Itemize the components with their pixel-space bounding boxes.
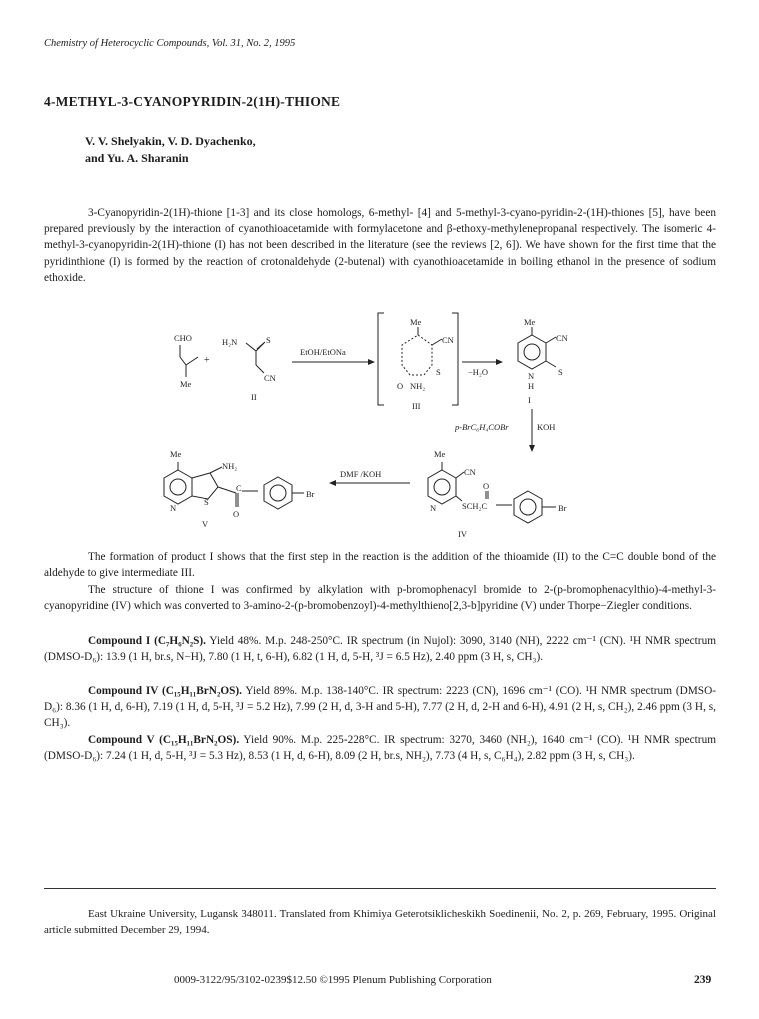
intro-paragraph: 3-Cyanopyridin-2(1H)-thione [1-3] and its close homologs, 6-methyl- [4] and 5-methyl-3-cyano-pyridin-2-(1H)-thiones [5], have been prepared previously by the interaction of cyanothioacetamide with formylacetone and β-ethoxy-methylenepropanal respectively. The isomeric 4-methyl-3-cyanopyridin-2(1H)-thione (I) has not been described in the literature (see the reviews [2, 6]). We have shown for the first time that the pyridinthione (I) is formed by the reaction of crotonaldehyde (2-butenal) with cyanothioacetamide in boiling ethanol in the presence of sodium ethoxide. — [44, 207, 716, 284]
intermediate-o-label: O — [397, 381, 404, 391]
compound-V-c-label: C — [236, 483, 242, 493]
reagent-bromobenzoyl-bromide: p-BrC₆H₄COBr — [455, 422, 509, 432]
bracket-left — [378, 313, 384, 405]
condition-etoh-etona: EtOH/EtONa — [300, 347, 346, 357]
condition-dmf-koh: DMF /KOH — [340, 469, 382, 479]
intermediate-cn-label: CN — [442, 335, 454, 345]
h2n-label: H₂N — [222, 337, 238, 347]
compound-I-label: I — [528, 395, 531, 405]
footnote-divider — [44, 888, 716, 889]
bracket-right — [452, 313, 458, 405]
reaction-scheme — [0, 305, 759, 545]
compound-I-s-label: S — [558, 367, 563, 377]
compound-I-heading: Compound I (C₇H₆N₂S). — [88, 635, 206, 647]
compound-I-cn-label: CN — [556, 333, 568, 343]
crotonaldehyde-structure — [180, 345, 198, 377]
affiliation-footnote: East Ukraine University, Lugansk 348011. Translated from Khimiya Geterotsiklicheskikh Soedinenii, No. 2, p. 269, February, 1995. Original article submitted December 29, 1994. — [44, 908, 716, 936]
compound-I-h-label: H — [528, 381, 535, 391]
compound-V-o-label: O — [233, 509, 240, 519]
compound-V-br-label: Br — [306, 489, 315, 499]
compound-IV-description: Yield 89%. M.p. 138-140°C. IR spectrum: 2223 (CN), 1696 cm⁻¹ (CO). ¹H NMR spectrum (DMSO-D₆): 8.36 (1 H, d, 6-H), 7.19 (1 H, d, 5-H, ³J = 5.2 Hz), 7.99 (2 H, d, 3-H and 5-H), 7.77 (2 H, d, 2-H and 6-H), 4.91 (2 H, s, CH₂), 2.46 ppm (3 H, s, CH₃). — [44, 685, 716, 730]
compound-I-description: Yield 48%. M.p. 248-250°C. IR spectrum (in Nujol): 3090, 3140 (NH), 2222 cm⁻¹ (CN). ¹H NMR spectrum (DMSO-D₆): 13.9 (1 H, br.s, N−H), 7.80 (1 H, t, 6-H), 6.82 (1 H, d, 5-H, ³J = 6.5 Hz), 2.40 ppm (3 H, s, CH₃). — [44, 635, 717, 664]
authors-line-1: V. V. Shelyakin, V. D. Dyachenko, — [85, 134, 256, 148]
paragraph-intermediate: The formation of product I shows that the first step in the reaction is the addition of the thioamide (II) to the C=C double bond of the aldehyde to give intermediate III. — [44, 551, 716, 580]
cho-label: CHO — [174, 333, 192, 343]
compound-IV-data — [44, 683, 716, 732]
intermediate-nh2-label: NH₂ — [410, 381, 426, 391]
compound-IV-cn-label: CN — [464, 467, 476, 477]
thioamide-s-label: S — [266, 335, 271, 345]
compound-II-label: II — [251, 392, 257, 402]
compound-IV-o-label: O — [483, 481, 490, 491]
plus-sign: + — [204, 355, 210, 366]
compound-I-n-label: N — [528, 371, 535, 381]
compound-V-nh2-label: NH₂ — [222, 461, 238, 471]
thioamide-cn-label: CN — [264, 373, 276, 383]
crotonaldehyde-methyl-label: Me — [180, 379, 192, 389]
reagent-koh: KOH — [537, 422, 556, 432]
compound-IV-br-label: Br — [558, 503, 567, 513]
compound-V-s-label: S — [204, 497, 209, 507]
page-number: 239 — [694, 974, 712, 986]
reaction-arrow-3-head — [329, 480, 336, 486]
article-title: 4-METHYL-3-CYANOPYRIDIN-2(1H)-THIONE — [44, 94, 341, 109]
compound-IV-sch2c-label: SCH₂C — [462, 501, 488, 511]
compound-V-n-label: N — [170, 503, 177, 513]
paragraph-structure-proof: The structure of thione I was confirmed by alkylation with p-bromophenacyl bromide to 2-(p-bromophenacylthio)-4-methyl-3-cyanopyridine (IV) which was converted to 3-amino-2-(p-bromobenzoyl)-4-methylthieno[2,3-b]pyridine (V) under Thorpe−Ziegler conditions. — [44, 584, 716, 613]
reaction-arrow-1-head — [368, 359, 375, 365]
compound-III-label: III — [412, 401, 421, 411]
compound-IV-label: IV — [458, 529, 467, 539]
compound-V-description: Yield 90%. M.p. 225-228°C. IR spectrum: 3270, 3460 (NH₂), 1640 cm⁻¹ (CO). ¹H NMR spectrum (DMSO-D₆): 7.24 (1 H, d, 5-H, ³J = 5.3 Hz), 8.53 (1 H, d, 6-H), 8.09 (2 H, br.s, NH₂), 7.73 (4 H, s, C₆H₄), 2.82 ppm (3 H, s, CH₃). — [44, 734, 716, 763]
compound-I-data — [44, 633, 716, 665]
minus-water-label: −H₂O — [468, 367, 489, 377]
compound-IV-structure — [428, 462, 556, 523]
compound-I-structure — [518, 327, 556, 369]
author-list — [85, 133, 256, 167]
compound-V-data — [44, 732, 716, 764]
compound-I-methyl-label: Me — [524, 317, 536, 327]
reaction-arrow-vertical-head — [529, 445, 535, 452]
compound-IV-methyl-label: Me — [434, 449, 446, 459]
compound-IV-n-label: N — [430, 503, 437, 513]
intermediate-s-label: S — [436, 367, 441, 377]
compound-V-heading: Compound V (C₁₅H₁₁BrN₂OS). — [88, 734, 240, 746]
journal-header: Chemistry of Heterocyclic Compounds, Vol. 31, No. 2, 1995 — [44, 38, 296, 49]
compound-V-label: V — [202, 519, 209, 529]
compound-V-methyl-label: Me — [170, 449, 182, 459]
authors-line-2: and Yu. A. Sharanin — [85, 151, 189, 165]
intermediate-methyl-label: Me — [410, 317, 422, 327]
publisher-line: 0009-3122/95/3102-0239$12.50 ©1995 Plenum Publishing Corporation — [174, 974, 492, 986]
cyanothioacetamide-structure — [246, 342, 265, 373]
reaction-arrow-2-head — [496, 359, 503, 365]
compound-IV-heading: Compound IV (C₁₅H₁₁BrN₂OS). — [88, 685, 243, 697]
